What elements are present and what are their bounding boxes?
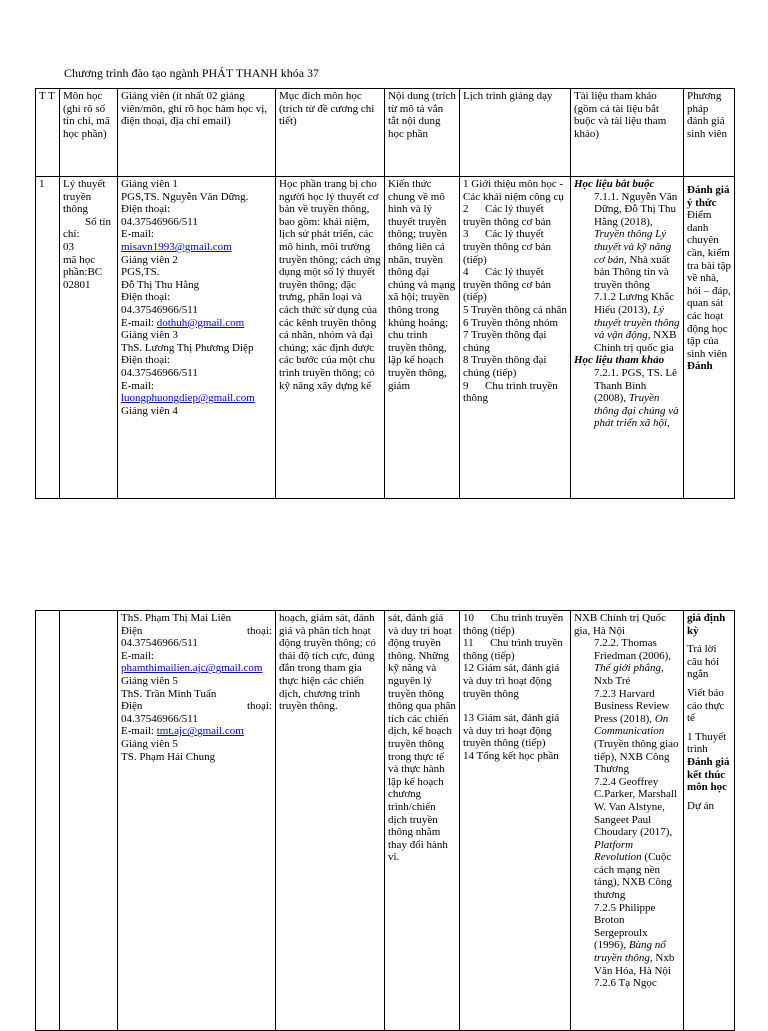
cell-tai-lieu [571, 611, 684, 1031]
phone-value: 04.37546966/511 [121, 637, 198, 650]
schedule-item: 6 Truyền thông nhóm [463, 316, 559, 329]
reference-item: 7.2.4 Geoffrey C.Parker, Marshall W. Van Alstyne, Sangeet Paul Choudary (2017), Platform Revolution (Cuộc cách mạng nền tảng), NXB Công thương [594, 775, 677, 902]
phone-value: 04.37546966/511 [121, 303, 198, 316]
course-name: Lý thuyết truyền thông [63, 178, 106, 216]
reference-item-continued: NXB Chính trị Quốc gia, Hà Nội [574, 612, 666, 637]
table-header-row [36, 89, 735, 177]
reference-item: 7.1.1. Nguyễn Văn Dững, Đỗ Thị Thu Hằng (2018), Truyền thông Lý thuyết và kỹ năng cơ bản, Nhà xuất bản Thông tin và truyền thông [594, 190, 678, 291]
lecturer-2-email-link[interactable]: dothuh@gmail.com [156, 316, 245, 329]
reference-item: 7.2.2. Thomas Friedman (2006), Thế giới phẳng, Nxb Trẻ [594, 637, 671, 687]
reference-item: 7.2.5 Philippe Broton Sergeproulx (1996), Bùng nổ truyền thông, Nxb Văn Hóa, Hà Nội [594, 901, 675, 977]
lecturer-2-title: PGS,TS. [121, 266, 160, 279]
course-code: mã học phần:BC 02801 [63, 253, 103, 291]
evaluation-awareness-heading: Đánh giá ý thức [687, 184, 730, 209]
lecturer-1-name: PGS,TS. Nguyễn Văn Dững. [121, 190, 249, 203]
dien-label: Điện [121, 624, 143, 637]
schedule-item: 10 Chu trình truyền thông (tiếp) [463, 612, 566, 637]
schedule-item: 5 Truyền thông cá nhân [463, 303, 567, 316]
evaluation-periodic-heading: giá định kỳ [687, 612, 726, 637]
lecturer-4-label: Giảng viên 4 [121, 404, 178, 417]
evaluation-awareness-text: Điểm danh chuyên cần, kiểm tra bài tập về nhà, hỏi – đáp, quan sát các hoạt động học tập của sinh viên [687, 209, 731, 360]
schedule-item: 2 Các lý thuyết truyền thông cơ bản [463, 203, 551, 228]
required-materials-heading: Học liệu bắt buộc [574, 178, 655, 190]
header-muc-dich: Mục đích môn học (trích từ đề cương chi tiết) [276, 89, 385, 177]
reference-item: 7.2.3 Harvard Business Review Press (2018), On Communication (Truyền thông giao tiếp), NXB Công Thương [594, 687, 679, 776]
schedule-item: 4 Các lý thuyết truyền thông cơ bản (tiếp) [463, 266, 554, 304]
lecturer-1-label: Giảng viên 1 [121, 178, 178, 190]
phone-value: 04.37546966/511 [121, 215, 198, 228]
evaluation-periodic-heading-start: Đánh [687, 360, 713, 373]
reference-item: 7.1.2 Lương Khắc Hiếu (2013), Lý thuyết truyền thông và vận động, NXB Chính trị quốc gia [594, 291, 680, 354]
cell-lich-trinh [460, 177, 571, 499]
lecturer-5-email-link[interactable]: tmt.ajc@gmail.com [156, 725, 244, 738]
schedule-item: 7 Truyền thông đại chúng [463, 329, 547, 354]
evaluation-final-heading: Đánh giá kết thúc môn học [687, 755, 730, 794]
row-tt: 1 [36, 177, 60, 499]
phone-value: 04.37546966/511 [121, 366, 198, 379]
evaluation-item: 1 Thuyết trình [687, 730, 727, 756]
cell-giang-vien [118, 611, 276, 1031]
schedule-item: 9 Chu trình truyền thông [463, 379, 561, 405]
dien-label: Điện [121, 700, 143, 713]
email-label: E-mail: [121, 228, 154, 241]
header-mon-hoc: Môn học (ghi rõ số tín chỉ, mã học phần) [60, 89, 118, 177]
header-lich-trinh: Lịch trình giảng dạy [460, 89, 571, 177]
lecturer-5-name: ThS. Trần Minh Tuấn [121, 687, 217, 700]
header-tai-lieu: Tài liệu tham khảo (gồm cả tài liệu bắt buộc và tài liệu tham khảo) [571, 89, 684, 177]
cell-lich-trinh [460, 611, 571, 1031]
phone-label: Điện thoại: [121, 354, 171, 367]
schedule-item: 8 Truyền thông đại chúng (tiếp) [463, 354, 547, 379]
thoai-label: thoại: [246, 700, 272, 713]
cell-noi-dung: Kiến thức chung về mô hình và lý thuyết truyền thông; truyền thông liên cá nhân, truyền thông đại chúng và mạng xã hội; truyền thông trong khủng hoảng; chu trình truyền thông, lập kế hoạch truyền thông, giám [385, 177, 460, 499]
schedule-item: 3 Các lý thuyết truyền thông cơ bản (tiếp) [463, 228, 554, 266]
evaluation-item: Trả lời câu hỏi ngắn [687, 643, 720, 681]
phone-label: Điện thoại: [121, 291, 171, 304]
credits-label: Số tín chỉ: [63, 215, 111, 241]
row-tt [36, 611, 60, 1031]
cell-phuong-phap [684, 611, 735, 1031]
header-tt: T T [36, 89, 60, 177]
cell-noi-dung: sát, đánh giá và duy trì hoạt động truyền thông. Những kỹ năng và nguyên lý truyền thông thông qua phân tích các chiến dịch, kế hoạch truyền thông trong thực tế và thực hành lập kế hoạch chương trình/chiến dịch truyền thông nhằm thay đổi hành vi. [385, 611, 460, 1031]
lecturer-3-email-link[interactable]: luongphuongdiep@gmail.com [121, 392, 255, 405]
lecturer-4-email-link[interactable]: phamthimailien.ajc@gmail.com [121, 662, 263, 675]
cell-muc-dich: hoạch, giám sát, đánh giá và phân tích hoạt động truyền thông; có thái độ tích cực, đúng đắn trong tham gia thực hiện các chiến dịch, chương trình truyền thông. [276, 611, 385, 1031]
curriculum-table-part-1 [35, 88, 735, 499]
header-phuong-phap: Phương pháp đánh giá sinh viên [684, 89, 735, 177]
reference-materials-heading: Học liệu tham khảo [574, 354, 665, 367]
reference-item: 7.2.6 Tạ Ngọc [594, 977, 657, 990]
email-label: E-mail: [121, 725, 154, 738]
cell-phuong-phap [684, 177, 735, 499]
cell-mon-hoc [60, 611, 118, 1031]
schedule-item: 1 Giới thiệu môn học - Các khái niệm công cụ [463, 178, 564, 203]
phone-label: Điện thoại: [121, 203, 171, 216]
schedule-item: 13 Giám sát, đánh giá và duy trì hoạt động truyền thông (tiếp) [463, 712, 560, 750]
lecturer-4-name: ThS. Phạm Thị Mai Liên [121, 612, 232, 624]
thoai-label: thoại: [246, 624, 272, 637]
page-title: Chương trình đào tạo ngành PHÁT THANH khóa 37 [64, 66, 320, 80]
lecturer-5-label: Giảng viên 5 [121, 674, 178, 687]
lecturer-3-name: ThS. Lương Thị Phương Diệp [121, 341, 254, 354]
evaluation-item: Dự án [687, 799, 715, 812]
lecturer-3-label: Giảng viên 3 [121, 329, 178, 342]
schedule-item: 12 Giám sát, đánh giá và duy trì hoạt động truyền thông [463, 662, 560, 700]
schedule-item: 14 Tổng kết học phần [463, 749, 559, 762]
lecturer-6-label: Giảng viên 5 [121, 737, 178, 750]
credits-value: 03 [63, 240, 74, 253]
email-label: E-mail: [121, 379, 154, 392]
schedule-item: 11 Chu trình truyền thông (tiếp) [463, 637, 566, 662]
lecturer-6-name: TS. Phạm Hải Chung [121, 750, 216, 763]
lecturer-1-email-link[interactable]: misavn1993@gmail.com [121, 240, 232, 253]
cell-giang-vien [118, 177, 276, 499]
reference-item: 7.2.1. PGS, TS. Lê Thanh Bình (2008), Truyền thông đại chúng và phát triển xã hội, [594, 366, 679, 430]
header-noi-dung: Nội dung (trích từ mô tả vắn tắt nội dung học phần [385, 89, 460, 177]
header-giang-vien: Giảng viên (ít nhất 02 giảng viên/môn, ghi rõ học hàm học vị, điện thoại, địa chỉ email) [118, 89, 276, 177]
phone-value: 04.37546966/511 [121, 712, 198, 725]
email-label: E-mail: [121, 649, 154, 662]
evaluation-item: Viết báo cáo thực tế [687, 686, 725, 725]
cell-tai-lieu [571, 177, 684, 499]
email-label: E-mail: [121, 316, 154, 329]
table-row [36, 611, 735, 1031]
table-row [36, 177, 735, 499]
curriculum-table-part-2 [35, 610, 735, 1031]
lecturer-2-name: Đỗ Thị Thu Hằng [121, 278, 200, 291]
cell-mon-hoc [60, 177, 118, 499]
lecturer-2-label: Giảng viên 2 [121, 253, 178, 266]
cell-muc-dich: Học phần trang bị cho người học lý thuyết cơ bản về truyền thông, bao gồm: khái niệm, lịch sử phát triển, các mô hình, môi trường truyền thông; cách ứng dụng một số lý thuyết truyền thông; đặc trưng, phân loại và cách thức sử dụng của các kênh truyền thông cá nhân, nhóm và đại chúng; xác định được các bước của một chu trình truyền thông; có kỹ năng xây dựng kế [276, 177, 385, 499]
